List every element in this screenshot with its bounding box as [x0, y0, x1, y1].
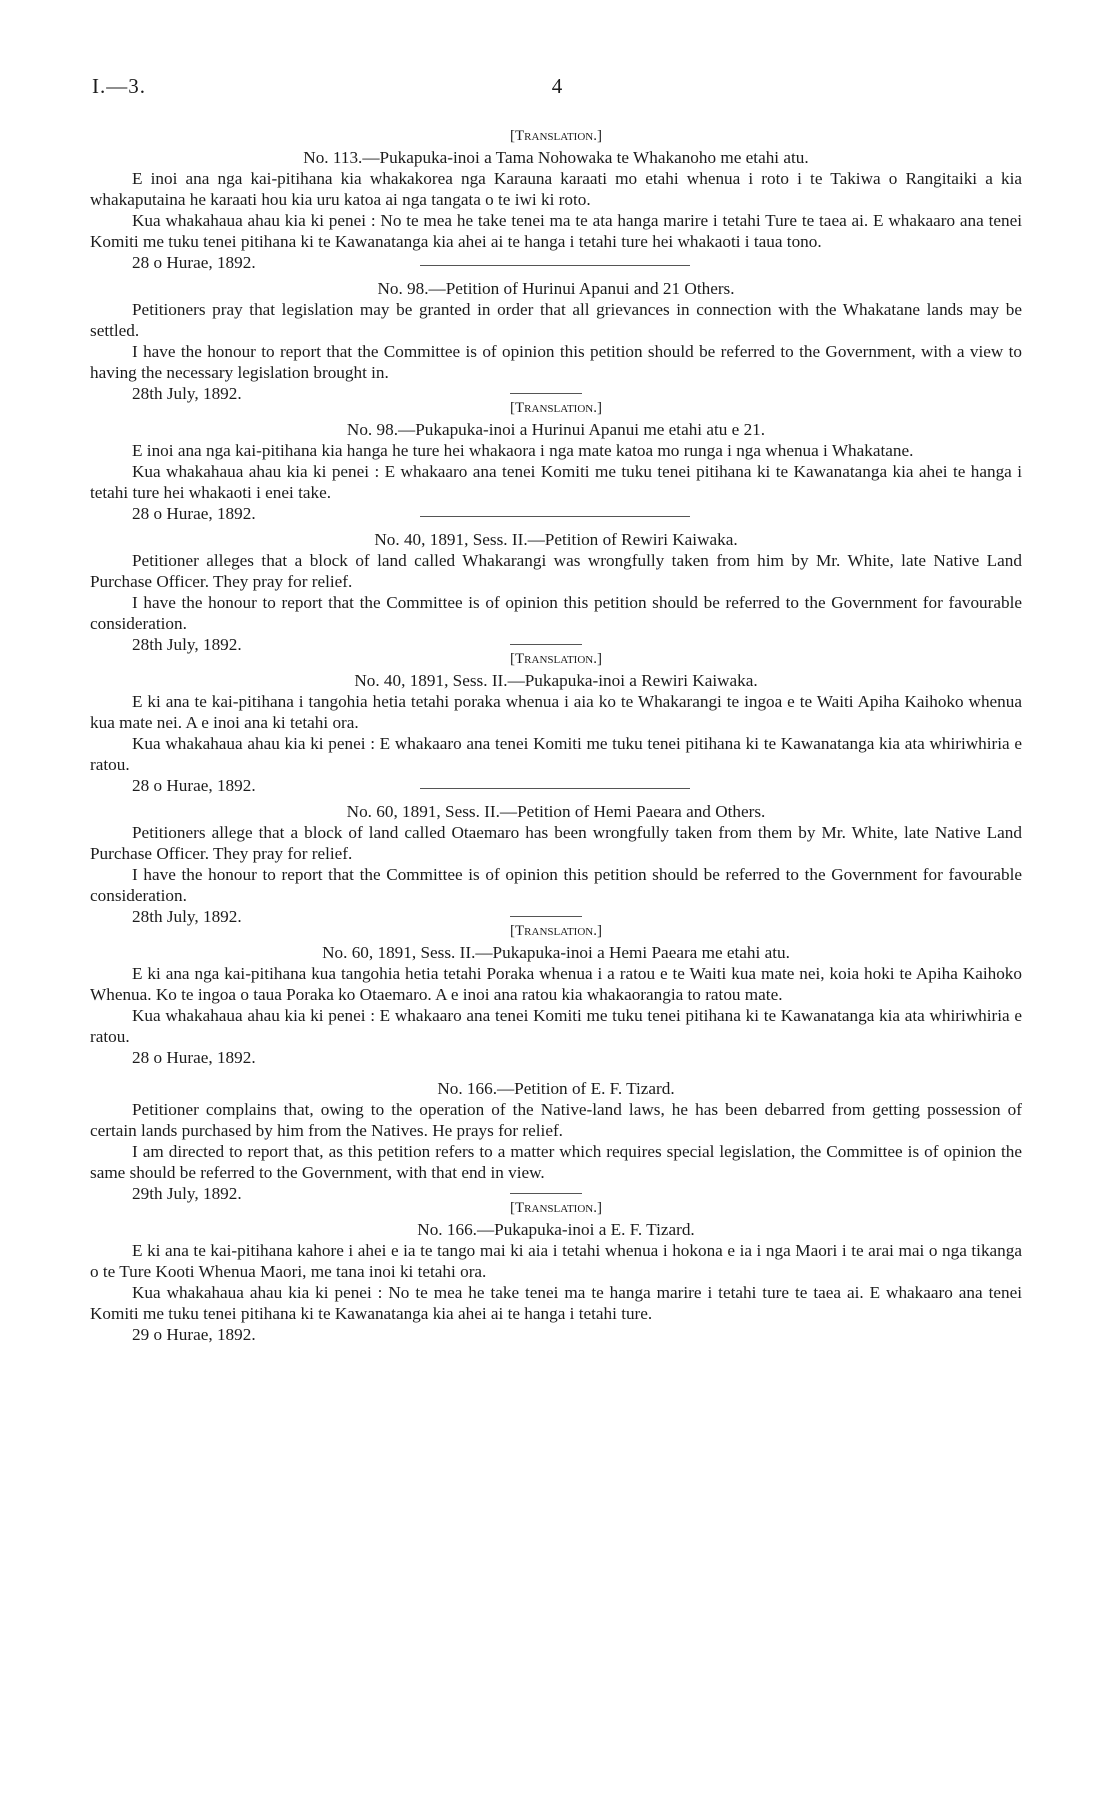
section-date: 28th July, 1892.: [132, 384, 242, 403]
page-reference: I.—3.: [92, 74, 146, 98]
section-title: No. 40, 1891, Sess. II.—Pukapuka-inoi a Rewiri Kaiwaka.: [354, 671, 758, 690]
paragraph: E ki ana te kai-pitihana i tangohia hetia tetahi poraka whenua i aia ko te Whakarangi te ingoa e te Waiti Apiha Kaihoko whenua kua mate nei. A e inoi ana ki tetahi ora.: [90, 692, 1022, 732]
section-date: 28 o Hurae, 1892.: [132, 504, 256, 523]
translation-label: [Translation.]: [510, 400, 602, 416]
petition-98: [90, 278, 1022, 403]
paragraph: Kua whakahaua ahau kia ki penei : E whakaaro ana tenei Komiti me tuku tenei pitihana ki te Kawanatanga kia ahei te hanga i tetahi ture hei whakaoti i enei take.: [90, 462, 1022, 502]
section-title: No. 98.—Pukapuka-inoi a Hurinui Apanui me etahi atu e 21.: [346, 420, 766, 439]
paragraph: E inoi ana nga kai-pitihana kia whakakorea nga Karauna karaati mo etahi whenua i roto i te Takiwa o Rangitaiki a kia whakaputaina he karaati hou kia uru katoa ai nga tangata o te iwi ki roto.: [90, 169, 1022, 209]
petition-98-translation: [90, 398, 1022, 523]
section-date: 28 o Hurae, 1892.: [132, 1048, 256, 1067]
section-divider: [420, 516, 690, 517]
section-title: No. 166.—Petition of E. F. Tizard.: [437, 1079, 675, 1098]
section-divider: [420, 788, 690, 789]
petition-166: [90, 1078, 1022, 1203]
section-date: 28 o Hurae, 1892.: [132, 776, 256, 795]
petition-60: [90, 801, 1022, 926]
section-date: 28th July, 1892.: [132, 635, 242, 654]
petition-40-translation: [90, 649, 1022, 795]
paragraph: Petitioners pray that legislation may be granted in order that all grievances in connection with the Whakatane lands may be settled.: [90, 300, 1022, 340]
section-date: 29 o Hurae, 1892.: [132, 1325, 256, 1344]
paragraph: E ki ana nga kai-pitihana kua tangohia hetia tetahi Poraka whenua i a ratou e te Waiti kua mate nei, koia hoki te Apiha Kaihoko Whenua. Ko te ingoa o taua Poraka ko Otaemaro. A e inoi ana ratou kia whakaorangia to ratou mate.: [90, 964, 1022, 1004]
paragraph: Petitioners allege that a block of land called Otaemaro has been wrongfully taken from them by Mr. White, late Native Land Purchase Officer. They pray for relief.: [90, 823, 1022, 863]
translation-label: [Translation.]: [510, 923, 602, 939]
paragraph: Kua whakahaua ahau kia ki penei : No te mea he take tenei ma te ata hanga marire i tetahi Ture te taea ai. E whakaaro ana tenei Komiti me tuku tenei pitihana ki te Kawanatanga kia ahei ai te hanga i tetahi ture hei whakaoti i taua tono.: [90, 211, 1022, 251]
section-title: No. 60, 1891, Sess. II.—Petition of Hemi Paeara and Others.: [346, 802, 766, 821]
page-header: [92, 74, 1022, 104]
petition-166-translation: [90, 1198, 1022, 1345]
paragraph: I have the honour to report that the Committee is of opinion this petition should be referred to the Government for favourable consideration.: [90, 865, 1022, 905]
petition-113-translation: [90, 126, 1022, 272]
paragraph: I am directed to report that, as this petition refers to a matter which requires special legislation, the Committee is of opinion the same should be referred to the Government, with that end in view.: [90, 1142, 1022, 1182]
translation-label: [Translation.]: [510, 128, 602, 144]
section-title: No. 60, 1891, Sess. II.—Pukapuka-inoi a Hemi Paeara me etahi atu.: [322, 943, 790, 962]
section-date: 28 o Hurae, 1892.: [132, 253, 256, 272]
section-title: No. 40, 1891, Sess. II.—Petition of Rewiri Kaiwaka.: [374, 530, 738, 549]
section-title: No. 98.—Petition of Hurinui Apanui and 21 Others.: [377, 279, 735, 298]
translation-label: [Translation.]: [510, 651, 602, 667]
paragraph: Kua whakahaua ahau kia ki penei : No te mea he take tenei ma te hanga marire i tetahi ture te taea ai. E whakaaro ana tenei Komiti me tuku tenei pitihana ki te Kawanatanga kia ahei ai te hanga i tetahi ture.: [90, 1283, 1022, 1323]
section-title: No. 166.—Pukapuka-inoi a E. F. Tizard.: [417, 1220, 695, 1239]
paragraph: Petitioner complains that, owing to the operation of the Native-land laws, he has been debarred from getting possession of certain lands purchased by him from the Natives. He prays for relief.: [90, 1100, 1022, 1140]
section-divider: [420, 265, 690, 266]
paragraph: Kua whakahaua ahau kia ki penei : E whakaaro ana tenei Komiti me tuku tenei pitihana ki te Kawanatanga kia ata whiriwhiria e ratou.: [90, 734, 1022, 774]
paragraph: I have the honour to report that the Committee is of opinion this petition should be referred to the Government, with a view to having the necessary legislation brought in.: [90, 342, 1022, 382]
translation-label: [Translation.]: [510, 1200, 602, 1216]
section-date: 29th July, 1892.: [132, 1184, 242, 1203]
paragraph: Kua whakahaua ahau kia ki penei : E whakaaro ana tenei Komiti me tuku tenei pitihana ki te Kawanatanga kia ata whiriwhiria e ratou.: [90, 1006, 1022, 1046]
paragraph: E ki ana te kai-pitihana kahore i ahei e ia te tango mai ki aia i tetahi whenua i hokona e ia i nga Maori i te arai mai o nga tikanga o te Ture Kooti Whenua Maori, me tana inoi ki tetahi ora.: [90, 1241, 1022, 1281]
petition-40: [90, 529, 1022, 654]
paragraph: I have the honour to report that the Committee is of opinion this petition should be referred to the Government for favourable consideration.: [90, 593, 1022, 633]
paragraph: E inoi ana nga kai-pitihana kia hanga he ture hei whakaora i nga mate katoa mo runga i nga whenua i Whakatane.: [132, 441, 914, 460]
section-title: No. 113.—Pukapuka-inoi a Tama Nohowaka te Whakanoho me etahi atu.: [303, 148, 809, 167]
paragraph: Petitioner alleges that a block of land called Whakarangi was wrongfully taken from him by Mr. White, late Native Land Purchase Officer. They pray for relief.: [90, 551, 1022, 591]
page-number: 4: [551, 74, 563, 98]
section-date: 28th July, 1892.: [132, 907, 242, 926]
document-body: [90, 126, 1022, 1345]
petition-60-translation: [90, 921, 1022, 1078]
